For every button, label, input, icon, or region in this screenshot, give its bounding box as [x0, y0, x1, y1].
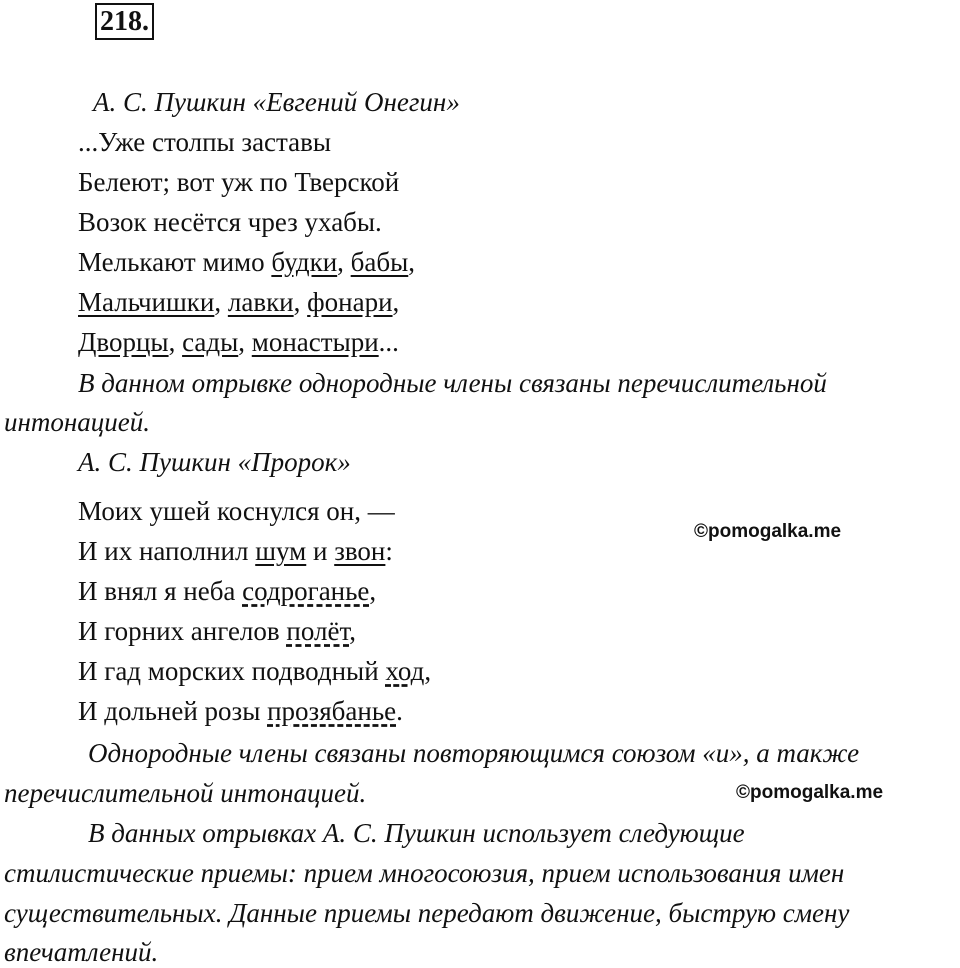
conclusion-line-3: существительных. Данные приемы передают движение, быструю смену	[4, 898, 850, 928]
homogeneous-member: Мальчишки	[78, 287, 215, 317]
watermark: ©pomogalka.me	[694, 521, 842, 542]
comment1-line-1: В данном отрывке однородные члены связаны перечислительной	[78, 368, 827, 398]
homogeneous-member: бабы	[350, 247, 409, 277]
exercise-number: 218.	[95, 3, 154, 40]
comment2-line-2: перечислительной интонацией.	[4, 778, 367, 808]
homogeneous-member: полёт	[286, 616, 350, 646]
homogeneous-member: монастыри	[251, 327, 379, 357]
homogeneous-member: будки	[271, 247, 338, 277]
homogeneous-member: Дворцы	[78, 327, 169, 357]
poem2-line-2: И их наполнил шум и звон:	[78, 536, 393, 566]
poem1-title: А. С. Пушкин «Евгений Онегин»	[93, 87, 460, 117]
conclusion-line-4: впечатлений.	[4, 937, 159, 967]
homogeneous-member: фонари	[307, 287, 393, 317]
poem2-line-5: И гад морских подводный ход,	[78, 656, 432, 686]
homogeneous-member: сады	[182, 327, 239, 357]
poem1-line-2: Белеют; вот уж по Тверской	[78, 167, 400, 197]
poem1-line-5: Мальчишки, лавки, фонари,	[78, 287, 400, 317]
homogeneous-member: шум	[255, 536, 307, 566]
poem2-line-6: И дольней розы прозябанье.	[78, 696, 403, 726]
conclusion-line-2: стилистические приемы: прием многосоюзия, прием использования имен	[4, 858, 845, 888]
comment2-line-1: Однородные члены связаны повторяющимся союзом «и», а также	[88, 738, 860, 768]
poem1-line-1: ...Уже столпы заставы	[78, 127, 332, 157]
watermark: ©pomogalka.me	[736, 782, 884, 803]
homogeneous-member: лавки	[227, 287, 294, 317]
poem1-line-4: Мелькают мимо будки, бабы,	[78, 247, 416, 277]
poem2-title: А. С. Пушкин «Пророк»	[78, 447, 351, 477]
homogeneous-member: прозябанье	[267, 696, 397, 726]
comment1-line-2: интонацией.	[4, 407, 151, 437]
poem1-line-6: Дворцы, сады, монастыри...	[78, 327, 399, 357]
poem2-line-1: Моих ушей коснулся он, —	[78, 496, 395, 526]
homogeneous-member: содроганье	[242, 576, 370, 606]
poem2-line-4: И горних ангелов полёт,	[78, 616, 356, 646]
poem2-line-3: И внял я неба содроганье,	[78, 576, 377, 606]
homogeneous-member: ход	[385, 656, 425, 686]
poem1-line-3: Возок несётся чрез ухабы.	[78, 207, 382, 237]
conclusion-line-1: В данных отрывках А. С. Пушкин использует следующие	[88, 818, 745, 848]
homogeneous-member: звон	[334, 536, 386, 566]
